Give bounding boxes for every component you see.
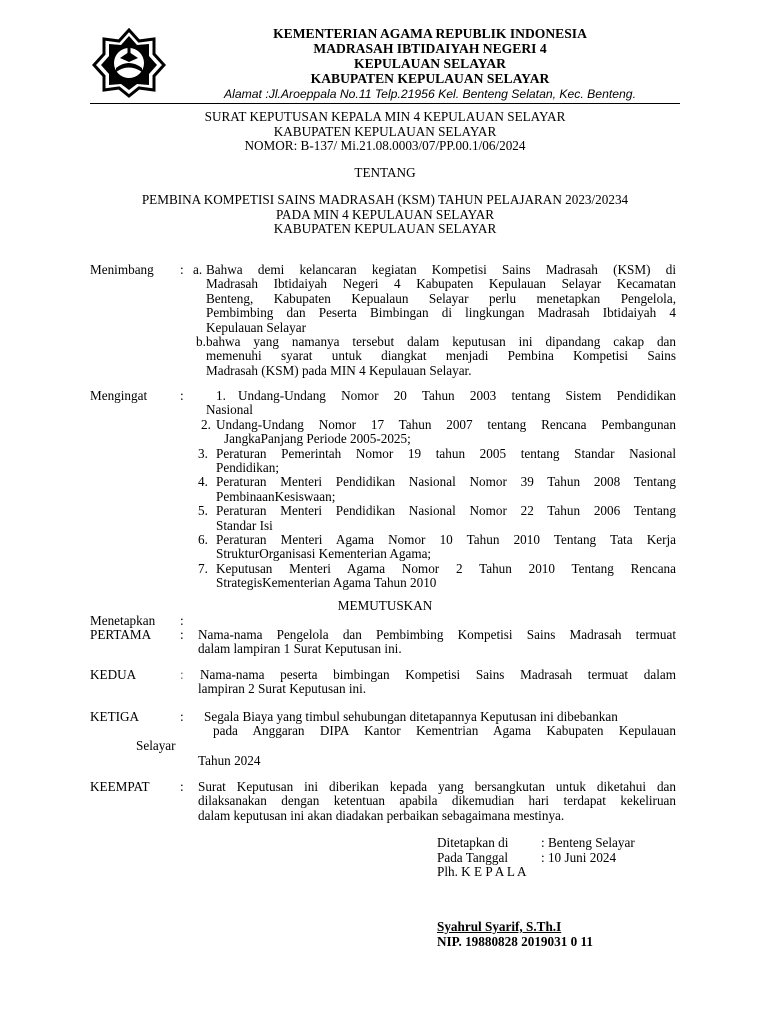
ketiga-label: KETIGA [90,709,140,724]
signatory-nip: NIP. 19880828 2019031 0 11 [437,933,593,949]
menimbang-section [90,262,680,378]
law-line: JangkaPanjang Periode 2005-2025; [224,431,411,447]
law-item [216,475,676,504]
law-line: Pendidikan; [216,460,280,475]
item-b-line: bahwa yang namanya tersebut dalam keputusan ini dipandang cakap dan [206,334,676,349]
tentang-heading [90,166,680,181]
keempat-line: dilaksanakan dengan ketentuan apabila dikemudian hari terdapat kekeliruan [198,793,676,809]
tanggal-label: Pada Tanggal [437,849,508,865]
decree-subject [90,193,680,237]
mengingat-section [90,389,680,589]
menimbang-item-b [206,335,676,378]
subject-line1: PEMBINA KOMPETISI SAINS MADRASAH (KSM) TAHUN PELAJARAN 2023/20234 [141,192,629,207]
tentang-label: TENTANG [354,165,416,180]
ketiga-line4: Tahun 2024 [198,752,261,768]
ketiga-line2: pada Anggaran DIPA Kantor Kementrian Agama Kabupaten Kepulauan [213,723,676,739]
item-b-line: memenuhi syarat untuk diangkat menjadi Pembina Kompetisi Sains [206,348,676,364]
kedua-text [198,668,676,697]
law-line: Standar Isi [216,517,273,533]
keempat-text [198,780,676,823]
memutuskan-label: MEMUTUSKAN [337,598,433,613]
signatory [437,920,593,949]
kedua-colon: : [180,667,184,682]
law-line: Undang-Undang Nomor 17 Tahun 2007 tentang Rencana Pembangunan [216,416,676,432]
decree-number: NOMOR: B-137/ Mi.21.08.0003/07/PP.00.1/06/2024 [244,138,526,153]
tanggal-value: : 10 Juni 2024 [541,849,617,865]
kedua-line: Nama-nama peserta bimbingan Kompetisi Sains Madrasah termuat dalam [200,667,676,682]
ketiga-line3: Selayar [136,738,176,753]
law-line: Peraturan Menteri Pendidikan Nasional Nomor 39 Tahun 2008 Tentang [216,474,676,490]
kemenag-emblem-icon [92,28,166,98]
keempat-section [90,780,680,825]
law-line: Undang-Undang Nomor 20 Tahun 2003 tentang Sistem Pendidikan [238,388,676,403]
law-number: 7. [198,560,208,576]
pertama-section [90,628,680,658]
law-item [216,504,676,533]
keempat-colon: : [180,779,184,794]
item-a-line: Benteng, Kabupaten Kepualaun Selayar perlu menetapkan Pengelola, [206,290,676,306]
menimbang-colon: : [180,262,184,277]
kedua-section [90,668,680,698]
ketiga-section [90,710,680,770]
pertama-line: Nama-nama Pengelola dan Pembimbing Kompetisi Sains Madrasah termuat [198,627,676,642]
subject-line2: PADA MIN 4 KEPULAUAN SELAYAR [275,206,495,222]
pertama-line: dalam lampiran 1 Surat Keputusan ini. [198,641,402,657]
jabatan: Plh. K E P A L A [437,864,527,879]
letterhead [190,26,670,101]
law-number: 2. [201,416,211,432]
law-line: Keputusan Menteri Agama Nomor 2 Tahun 2010 Tentang Rencana [216,560,676,576]
menetapkan-colon: : [180,613,184,628]
ditetapkan-value: : Benteng Selayar [541,835,635,850]
ketiga-colon: : [180,709,184,724]
menimbang-label: Menimbang [90,262,154,277]
kedua-label: KEDUA [90,667,137,682]
law-item [238,389,676,403]
law-item [216,418,676,447]
item-b-line: Madrasah (KSM) pada MIN 4 Kepulauan Selayar. [206,362,472,378]
decree-title-line1: SURAT KEPUTUSAN KEPALA MIN 4 KEPULAUAN SELAYAR [204,109,566,124]
ditetapkan-row [437,836,635,851]
law-line: StrategisKementerian Agama Tahun 2010 [216,575,437,591]
subject-line3: KABUPATEN KEPULAUAN SELAYAR [273,221,497,236]
item-a-mark: a. [193,262,203,277]
mengingat-label: Mengingat [90,388,148,403]
kedua-line: lampiran 2 Surat Keputusan ini. [198,681,367,697]
menimbang-item-a [206,263,676,335]
tanggal-row [437,851,635,866]
law-line: Peraturan Menteri Agama Nomor 10 Tahun 2010 Tentang Tata Kerja [216,532,676,547]
item-a-line: Madrasah Ibtidaiyah Negeri 4 Kabupaten Kepulauan Selayar Kecamatan [206,276,676,292]
item-a-line: Pembimbing dan Peserta Bimbingan di lingkungan Madrasah Ibtidaiyah 4 [206,305,676,321]
item-b-mark: b. [196,334,206,349]
item-a-line: Kepulauan Selayar [206,319,306,335]
ketiga-line1: Segala Biaya yang timbul sehubungan ditetapannya Keputusan ini dibebankan [204,709,618,724]
law-number: 1. [216,388,226,403]
keempat-line: dalam keputusan ini akan diadakan perbaikan sebagaimana mestinya. [198,807,565,823]
pertama-text [198,628,676,657]
signatory-name: Syahrul Syarif, S.Th.I [437,919,562,934]
law-number: 5. [198,503,208,519]
letterhead-ministry: KEMENTERIAN AGAMA REPUBLIK INDONESIA [273,26,587,41]
memutuskan-heading [180,599,590,614]
ditetapkan-label: Ditetapkan di [437,835,509,850]
pertama-label: PERTAMA [90,627,152,642]
keempat-line: Surat Keputusan ini diberikan kepada yang bersangkutan untuk diketahui dan [198,779,676,794]
letterhead-regency: KABUPATEN KEPULAUAN SELAYAR [310,71,550,86]
law-line: PembinaanKesiswaan; [216,488,336,504]
keempat-label: KEEMPAT [90,779,150,794]
law-continuation: Nasional [206,402,253,418]
pertama-colon: : [180,627,184,642]
decree-title-line2: KABUPATEN KEPULAUAN SELAYAR [273,123,497,139]
decree-title [90,110,680,154]
law-number: 4. [198,474,208,490]
law-line: Peraturan Menteri Pendidikan Nasional Nomor 22 Tahun 2006 Tentang [216,503,676,519]
law-item [216,447,676,476]
penetapan-block [437,836,635,880]
law-item [216,562,676,591]
letterhead-school: MADRASAH IBTIDAIYAH NEGERI 4 [313,41,547,56]
law-number: 6. [198,532,208,547]
menetapkan-label: Menetapkan [90,613,156,628]
letterhead-region: KEPULAUAN SELAYAR [354,56,506,71]
law-line: Peraturan Pemerintah Nomor 19 tahun 2005 tentang Standar Nasional [216,445,676,461]
letterhead-address: Alamat :Jl.Aroeppala No.11 Telp.21956 Kel. Benteng Selatan, Kec. Benteng. [224,87,636,101]
mengingat-colon: : [180,388,184,403]
law-line: StrukturOrganisasi Kementerian Agama; [216,546,432,562]
letterhead-rule [90,103,680,104]
item-a-line: Bahwa demi kelancaran kegiatan Kompetisi Sains Madrasah (KSM) di [206,262,676,277]
law-number: 3. [198,445,208,461]
law-item [216,533,676,562]
